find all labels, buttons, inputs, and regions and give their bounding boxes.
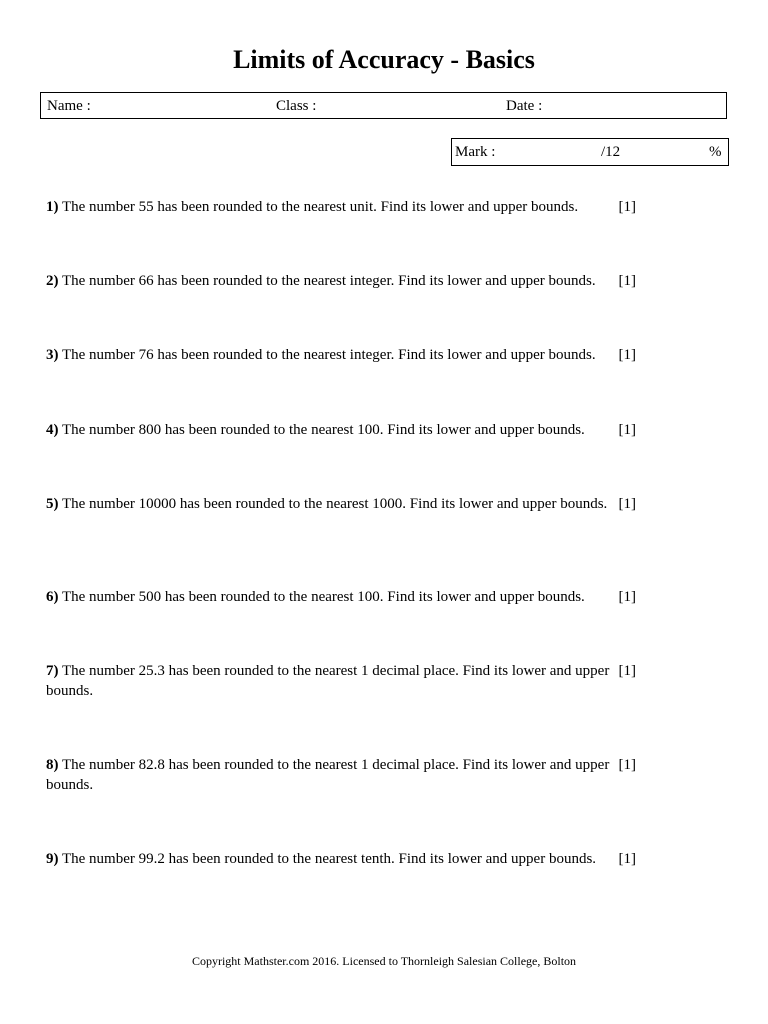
question-text: The number 76 has been rounded to the nearest integer. Find its lower and upper bounds. bbox=[61, 347, 596, 363]
page-title: Limits of Accuracy - Basics bbox=[233, 45, 535, 74]
question-text: The number 800 has been rounded to the nearest 100. Find its lower and upper bounds. bbox=[61, 422, 585, 438]
question-mark: [1] bbox=[618, 757, 636, 773]
student-info-box bbox=[40, 92, 727, 119]
question-mark: [1] bbox=[618, 589, 636, 605]
question-mark: [1] bbox=[618, 199, 636, 215]
question-number: 5) bbox=[46, 496, 59, 512]
question-2 bbox=[46, 272, 636, 292]
question-9 bbox=[46, 850, 636, 870]
mark-percent: % bbox=[709, 144, 722, 160]
question-mark: [1] bbox=[618, 273, 636, 289]
question-1 bbox=[46, 198, 636, 218]
question-mark: [1] bbox=[618, 663, 636, 679]
question-number: 3) bbox=[46, 347, 59, 363]
question-number: 4) bbox=[46, 422, 59, 438]
question-text: The number 82.8 has been rounded to the nearest 1 decimal place. Find its lower and upper bounds. bbox=[46, 757, 610, 793]
question-number: 7) bbox=[46, 663, 59, 679]
question-text: The number 25.3 has been rounded to the nearest 1 decimal place. Find its lower and upper bounds. bbox=[46, 663, 610, 699]
date-label: Date : bbox=[506, 98, 543, 114]
question-5 bbox=[46, 495, 636, 515]
question-number: 2) bbox=[46, 273, 59, 289]
question-number: 1) bbox=[46, 199, 59, 215]
question-mark: [1] bbox=[618, 496, 636, 512]
question-text: The number 10000 has been rounded to the nearest 1000. Find its lower and upper bounds. bbox=[61, 496, 608, 512]
question-mark: [1] bbox=[618, 347, 636, 363]
question-text: The number 55 has been rounded to the nearest unit. Find its lower and upper bounds. bbox=[61, 199, 579, 215]
question-text: The number 66 has been rounded to the nearest integer. Find its lower and upper bounds. bbox=[61, 273, 596, 289]
mark-box bbox=[451, 138, 729, 166]
mark-label: Mark : bbox=[455, 144, 496, 160]
question-7 bbox=[46, 662, 636, 701]
question-mark: [1] bbox=[618, 422, 636, 438]
question-8 bbox=[46, 756, 636, 795]
question-mark: [1] bbox=[618, 851, 636, 867]
question-number: 6) bbox=[46, 589, 59, 605]
question-3 bbox=[46, 346, 636, 366]
question-number: 9) bbox=[46, 851, 59, 867]
copyright-footer: Copyright Mathster.com 2016. Licensed to Thornleigh Salesian College, Bolton bbox=[191, 954, 577, 968]
name-label: Name : bbox=[47, 98, 91, 114]
question-number: 8) bbox=[46, 757, 59, 773]
question-4 bbox=[46, 421, 636, 441]
question-6 bbox=[46, 588, 636, 608]
mark-total: /12 bbox=[601, 144, 621, 160]
question-text: The number 500 has been rounded to the nearest 100. Find its lower and upper bounds. bbox=[61, 589, 585, 605]
question-text: The number 99.2 has been rounded to the nearest tenth. Find its lower and upper bounds. bbox=[61, 851, 597, 867]
class-label: Class : bbox=[276, 98, 317, 114]
